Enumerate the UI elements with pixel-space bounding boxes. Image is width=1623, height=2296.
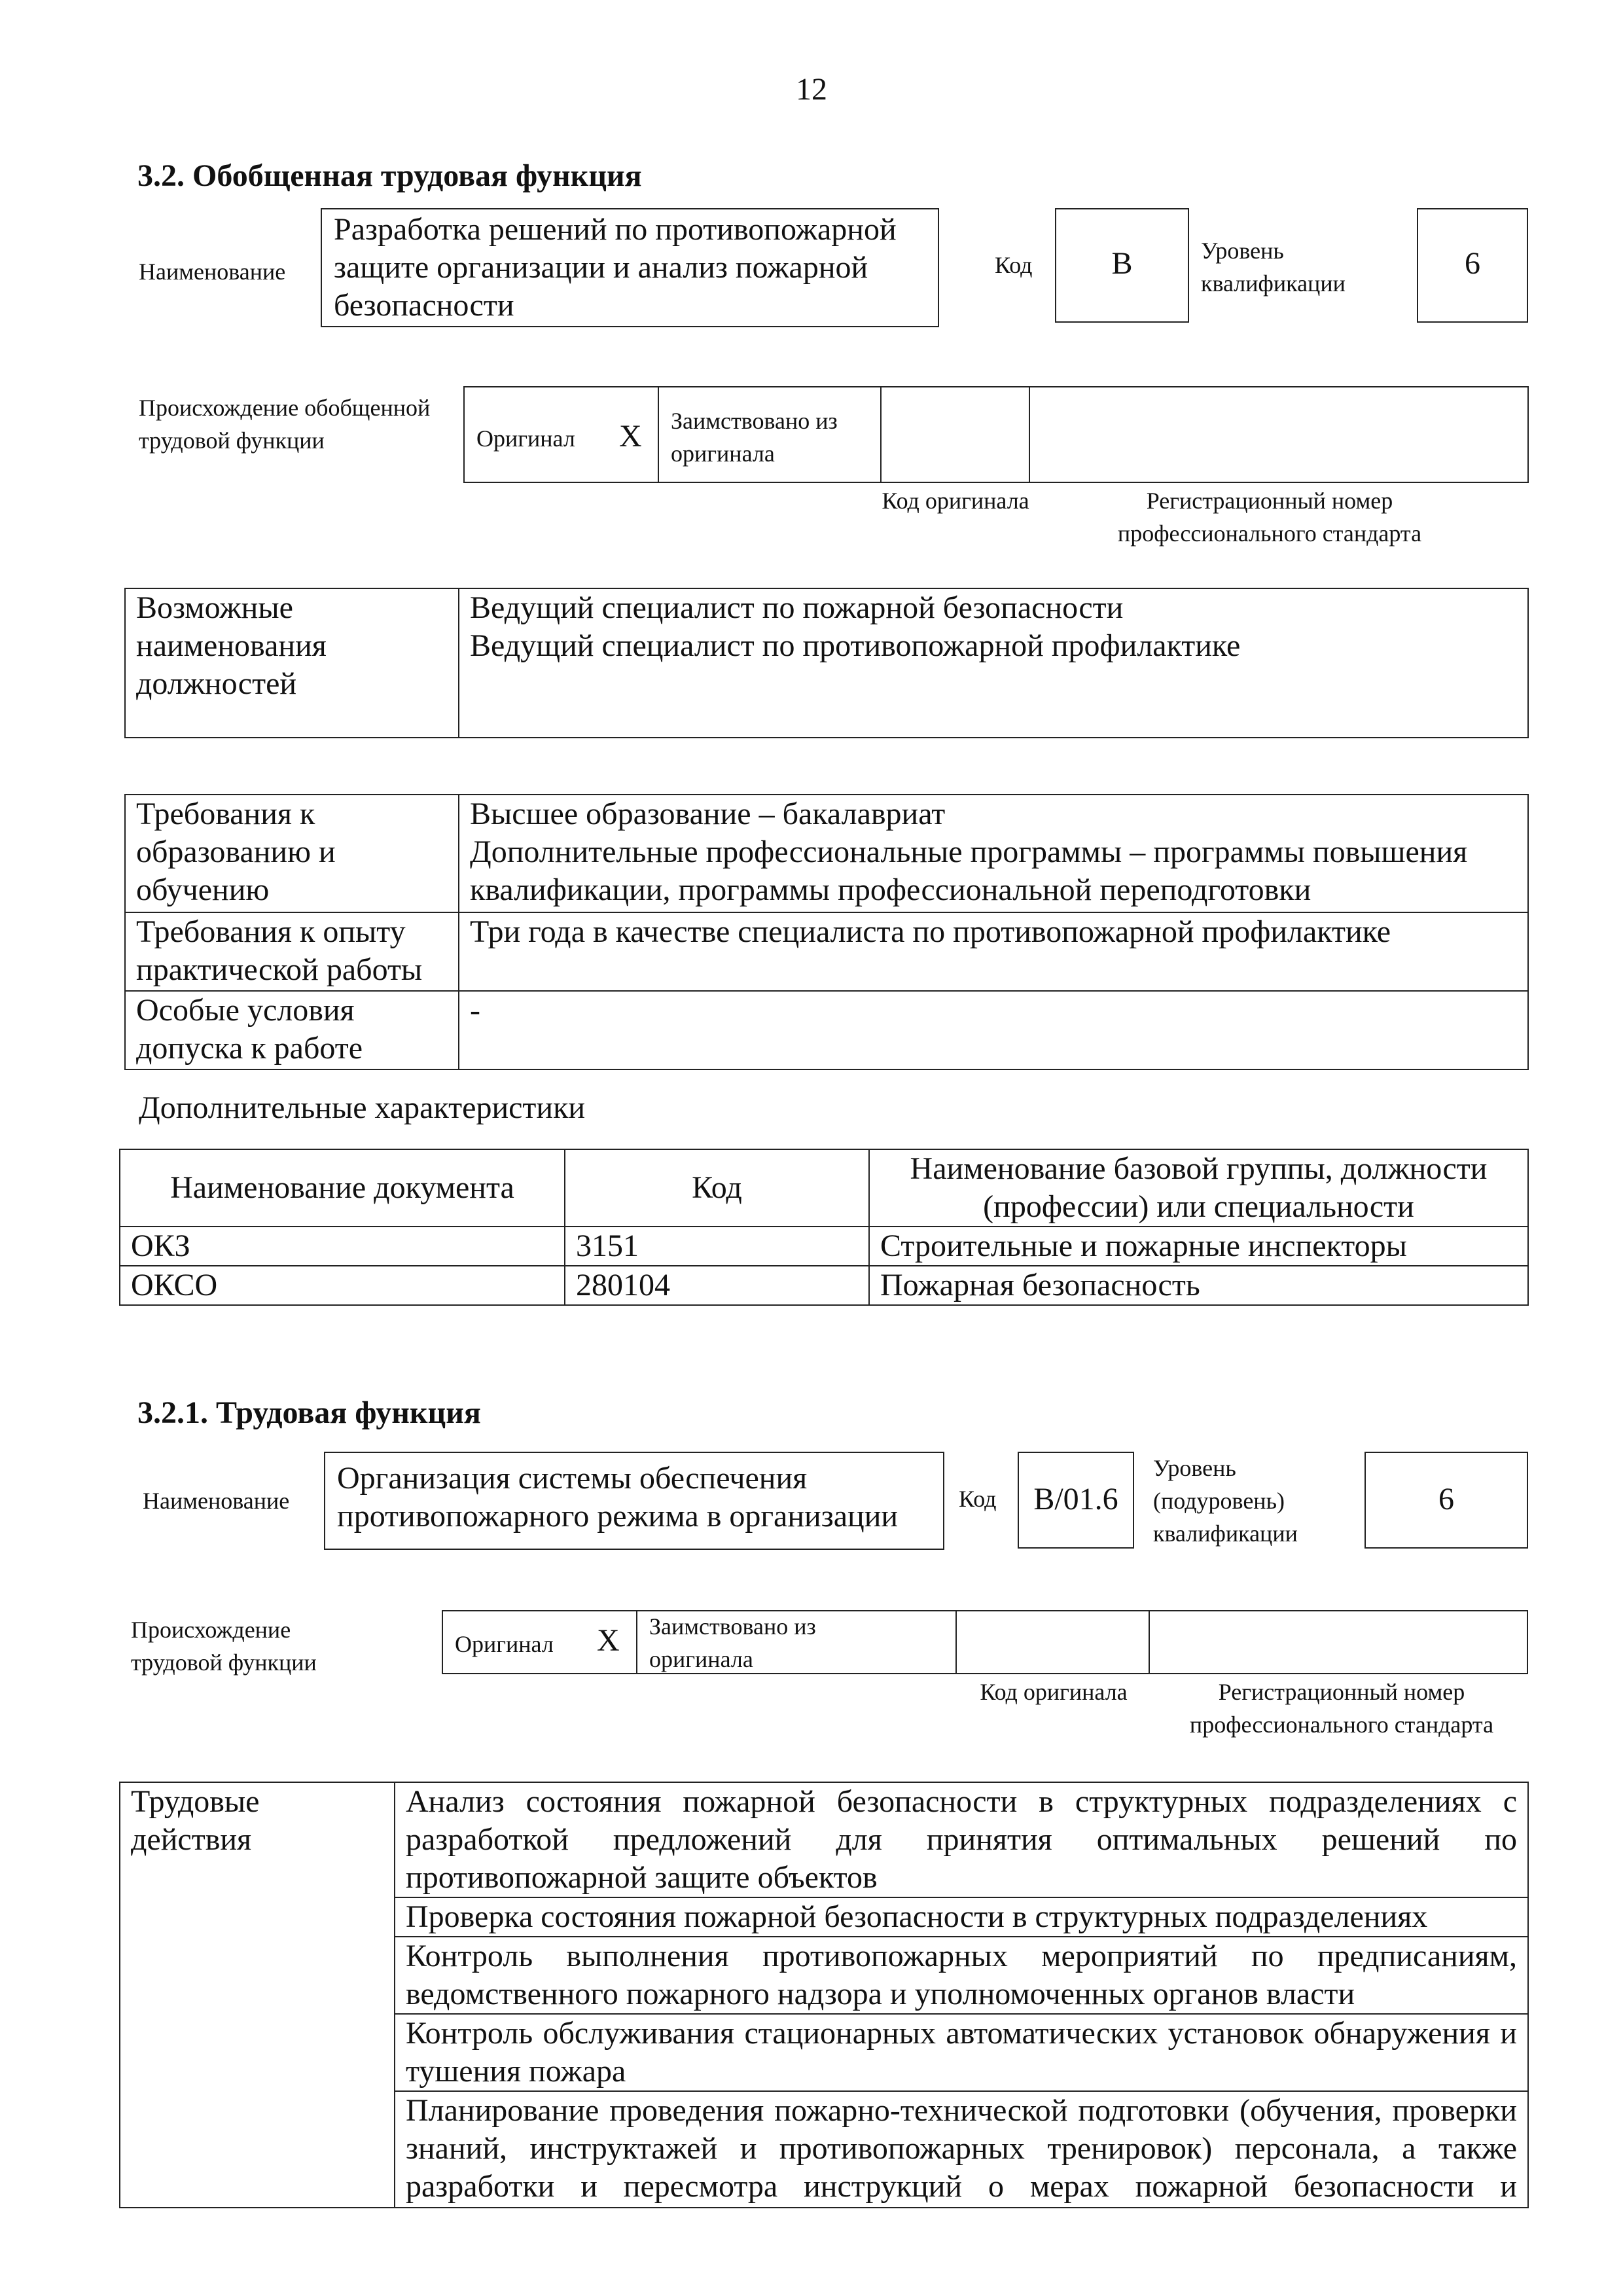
table-cell: 280104: [565, 1266, 869, 1305]
level-value-box: [1417, 208, 1528, 323]
section-heading: 3.2. Обобщенная трудовая функция: [137, 158, 642, 193]
reg-number-caption: Регистрационный номер профессионального стандарта: [1117, 488, 1422, 547]
requirement-line: Три года в качестве специалиста по противопожарной профилактике: [470, 914, 1391, 949]
action-item: Контроль выполнения противопожарных мероприятий по предписаниям, ведомственного пожарного надзора и уполномоченных органов власти: [395, 1937, 1528, 2014]
position-item: Ведущий специалист по пожарной безопасности: [470, 590, 1124, 625]
section-heading: 3.2.1. Трудовая функция: [137, 1395, 481, 1430]
table-cell: ОКСО: [120, 1266, 565, 1305]
name-label: Наименование: [139, 259, 286, 285]
positions-cell: [459, 588, 1528, 738]
name-value: Организация системы обеспечения противопожарного режима в организации: [337, 1461, 899, 1534]
original-label: Оригинал: [476, 425, 575, 452]
requirement-value: [459, 912, 1528, 991]
action-item: Контроль обслуживания стационарных автоматических установок обнаружения и тушения пожара: [395, 2014, 1528, 2091]
table-cell: ОКЗ: [120, 1227, 565, 1266]
table-row: [120, 1266, 1528, 1305]
actions-label: Трудовые действия: [120, 1782, 395, 2208]
column-header: Код: [565, 1149, 869, 1227]
code-value: B: [1111, 246, 1133, 281]
code-label: Код: [995, 252, 1033, 278]
positions-label: Возможные наименования должностей: [125, 588, 459, 738]
level-value: 6: [1465, 246, 1480, 281]
position-item: Ведущий специалист по противопожарной профилактике: [470, 628, 1241, 663]
requirement-value: [459, 991, 1528, 1069]
column-header: Наименование документа: [120, 1149, 565, 1227]
original-mark: X: [597, 1623, 620, 1658]
name-value-box: [321, 208, 939, 327]
additional-heading: Дополнительные характеристики: [139, 1090, 586, 1125]
requirement-line: -: [470, 993, 480, 1028]
origin-code-caption: Код оригинала: [882, 488, 1029, 514]
action-item: Проверка состояния пожарной безопасности в структурных подразделениях: [395, 1897, 1528, 1937]
origin-label: Происхождение трудовой функции: [131, 1617, 317, 1676]
level-label: Уровень квалификации: [1201, 238, 1346, 296]
borrowed-label: Заимствовано из оригинала: [649, 1613, 816, 1672]
borrowed-label: Заимствовано из оригинала: [671, 408, 838, 467]
name-label: Наименование: [143, 1488, 290, 1514]
positions-table: [124, 588, 1529, 738]
requirement-line: Высшее образование – бакалавриат: [470, 797, 946, 831]
name-value-box: [324, 1452, 944, 1550]
level-label: Уровень (подуровень) квалификации: [1153, 1455, 1298, 1547]
requirement-label: Требования к опыту практической работы: [125, 912, 459, 991]
actions-table: [119, 1782, 1529, 2208]
original-label: Оригинал: [455, 1631, 554, 1657]
origin-label: Происхождение обобщенной трудовой функции: [139, 395, 431, 454]
requirements-table: [124, 794, 1529, 1070]
original-mark: X: [619, 419, 642, 454]
table-cell: Строительные и пожарные инспекторы: [869, 1227, 1528, 1266]
level-value: 6: [1438, 1482, 1454, 1516]
additional-table: [119, 1149, 1529, 1306]
code-value-box: [1055, 208, 1189, 323]
table-cell: 3151: [565, 1227, 869, 1266]
requirement-label: Требования к образованию и обучению: [125, 795, 459, 912]
level-value-box: [1364, 1452, 1528, 1549]
code-value: B/01.6: [1033, 1482, 1118, 1516]
table-row: [120, 1227, 1528, 1266]
name-value: Разработка решений по противопожарной защите организации и анализ пожарной безопасности: [334, 212, 897, 323]
code-label: Код: [959, 1486, 997, 1512]
requirement-line: Дополнительные профессиональные программы – программы повышения квалификации, программы профессиональной переподготовки: [470, 834, 1468, 907]
action-item: Планирование проведения пожарно-технической подготовки (обучения, проверки знаний, инструктажей и противопожарных тренировок) персонала, а также разработки и пересмотра инструкций о мерах пожарной безопасности и: [395, 2091, 1528, 2208]
action-item: Анализ состояния пожарной безопасности в структурных подразделениях с разработкой предложений для принятия оптимальных решений по противопожарной защите объектов: [395, 1782, 1528, 1897]
reg-number-caption: Регистрационный номер профессионального стандарта: [1189, 1679, 1494, 1738]
page-number: 12: [796, 72, 827, 107]
column-header: Наименование базовой группы, должности (профессии) или специальности: [869, 1149, 1528, 1227]
code-value-box: [1018, 1452, 1134, 1549]
origin-code-caption: Код оригинала: [980, 1679, 1128, 1705]
requirement-label: Особые условия допуска к работе: [125, 991, 459, 1069]
table-cell: Пожарная безопасность: [869, 1266, 1528, 1305]
requirement-value: [459, 795, 1528, 912]
